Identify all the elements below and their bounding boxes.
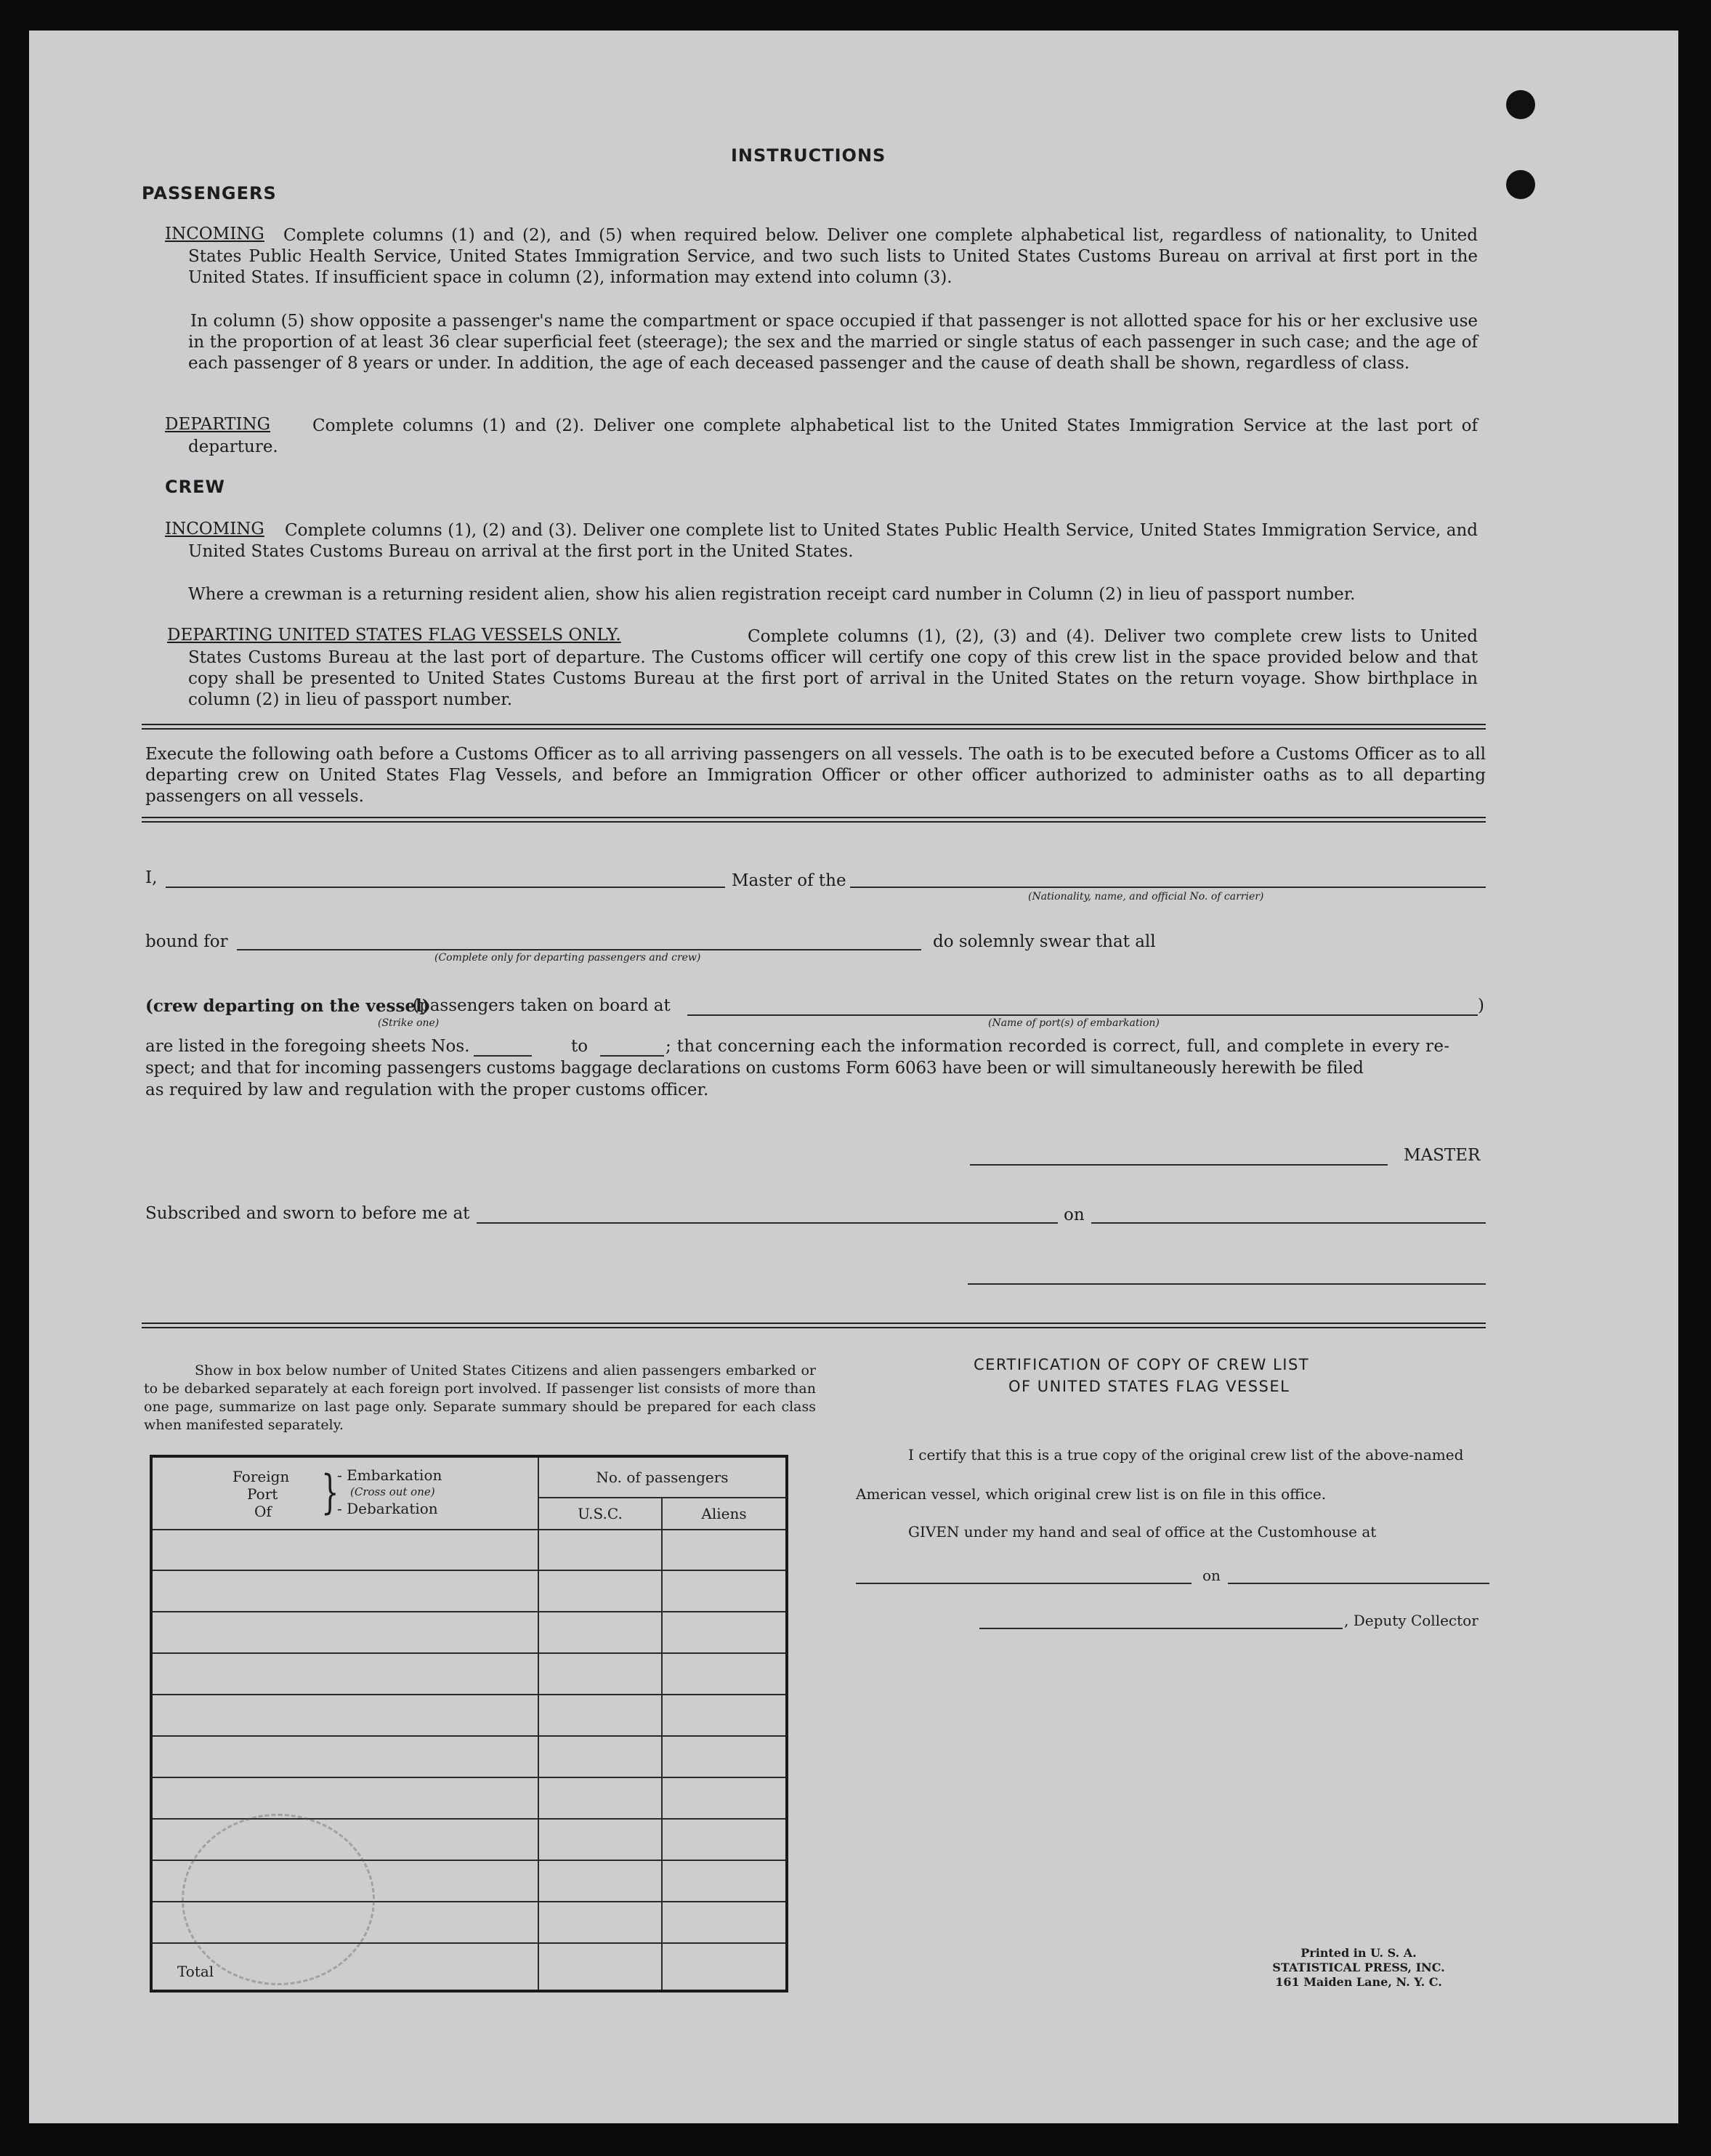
- crew-departing-body: Complete columns (1), (2), (3) and (4). Deliver two complete crew lists to United States Customs Bureau at the last port of departure. The Customs officer will certify one copy of this crew list in the space provided below and that copy shall be presented to United States Customs Bureau at the first port of arrival in the United States on the return voyage. Show birthplace in column (2) in lieu of passport number.: [188, 627, 1478, 709]
- summary-header-usc: [539, 1498, 663, 1530]
- certification-title-2: OF UNITED STATES FLAG VESSEL: [1008, 1378, 1290, 1395]
- master-name-field[interactable]: [166, 887, 725, 888]
- listed-d: as required by law and regulation with the proper customs officer.: [145, 1081, 709, 1099]
- crew-departing-label: DEPARTING UNITED STATES FLAG VESSELS ONLY.: [167, 626, 621, 645]
- of-label: Of: [254, 1503, 272, 1520]
- listed-a: are listed in the foregoing sheets Nos.: [145, 1037, 470, 1056]
- passengers-column5-text: [188, 311, 1478, 374]
- deputy-collector-label: , Deputy Collector: [1344, 1612, 1479, 1629]
- summary-table-frame: [150, 1455, 788, 1993]
- summary-instructions-body: Show in box below number of United States Citizens and alien passengers embarked or to be debarked separately at each foreign port involved. If passenger list consists of more than one page, summarize on last page only. Separate summary should be prepared for each class when manifested separately.: [144, 1362, 816, 1433]
- debarkation-label: - Debarkation: [337, 1500, 438, 1517]
- foreign-label: Foreign: [232, 1468, 290, 1485]
- passengers-heading: PASSENGERS: [142, 183, 277, 203]
- strike-one-caption: (Strike one): [378, 1017, 440, 1029]
- crew-resident-text: Where a crewman is a returning resident alien, show his alien registration receipt card number in Column (2) in lieu of passport number.: [188, 585, 1356, 604]
- summary-row[interactable]: [153, 1737, 785, 1778]
- punch-hole-top: [1506, 90, 1535, 119]
- passengers-departing-body: Complete columns (1) and (2). Deliver one complete alphabetical list to the United States Immigration Service at the last port of departure.: [188, 416, 1478, 456]
- passengers-taken-option[interactable]: (passengers taken on board at: [413, 996, 671, 1015]
- master-signature-field[interactable]: [970, 1164, 1388, 1166]
- subscribed-label: Subscribed and sworn to before me at: [145, 1204, 470, 1223]
- summary-row[interactable]: [153, 1530, 785, 1571]
- listed-b: ; that concerning each the information recorded is correct, full, and complete in every re-: [666, 1037, 1450, 1056]
- swear-label: do solemnly swear that all: [933, 932, 1156, 951]
- oath-intro-body: Execute the following oath before a Customs Officer as to all arriving passengers on all vessels. The oath is to be executed before a Customs Officer as to all departing crew on United States Flag Vessels, and before an Immigration Officer or other officer authorized to administer oaths as to all departing passengers on all vessels.: [145, 745, 1486, 806]
- crew-departing-text: [188, 626, 1478, 711]
- divider-3: [142, 1323, 1486, 1328]
- certification-line3: GIVEN under my hand and seal of office at the Customhouse at: [908, 1523, 1377, 1541]
- passengers-incoming-label: INCOMING: [165, 225, 264, 243]
- sheet-from-field[interactable]: [474, 1055, 532, 1057]
- customhouse-place-field[interactable]: [856, 1583, 1192, 1584]
- sworn-date-field[interactable]: [1091, 1222, 1486, 1224]
- summary-row[interactable]: [153, 1612, 785, 1654]
- passengers-incoming-body: Complete columns (1) and (2), and (5) when required below. Deliver one complete alphabetical list, regardless of nationality, to United States Public Health Service, United States Immigration Service, and two such lists to United States Customs Bureau on arrival at first port in the United States. If insufficient space in column (2), information may extend into column (3).: [188, 226, 1478, 287]
- certification-on: on: [1202, 1567, 1221, 1584]
- certification-line1: I certify that this is a true copy of the original crew list of the above-named: [908, 1446, 1464, 1463]
- column5-body: In column (5) show opposite a passenger's name the compartment or space occupied if that passenger is not allotted space for his or her exclusive use in the proportion of at least 36 clear superficial feet (steerage); the sex and the married or single status of each passenger in such case; and the age of each passenger of 8 years or under. In addition, the age of each deceased passenger and the cause of death shall be shown, regardless of class.: [188, 312, 1478, 373]
- crew-heading: CREW: [165, 477, 225, 497]
- form-sheet: [29, 31, 1678, 2123]
- crew-incoming-text: [188, 520, 1478, 562]
- crew-incoming-label: INCOMING: [165, 520, 264, 538]
- brace-icon: }: [321, 1466, 339, 1519]
- carrier-caption: (Nationality, name, and official No. of carrier): [1028, 891, 1264, 903]
- summary-header-aliens: [663, 1498, 785, 1530]
- total-label: Total: [177, 1963, 214, 1980]
- summary-header-foreign: [153, 1458, 539, 1530]
- aliens-label: Aliens: [701, 1505, 747, 1522]
- ports-caption: (Name of port(s) of embarkation): [988, 1017, 1160, 1029]
- bound-for-field[interactable]: [237, 949, 921, 950]
- certification-title-1: CERTIFICATION OF COPY OF CREW LIST: [974, 1356, 1310, 1373]
- carrier-field[interactable]: [850, 887, 1486, 888]
- oath-intro: [145, 744, 1486, 807]
- printer-imprint: [1264, 1946, 1453, 1990]
- summary-row[interactable]: [153, 1571, 785, 1612]
- listed-c: spect; and that for incoming passengers customs baggage declarations on customs Form 6063 have been or will simultaneously herewith be filed: [145, 1059, 1364, 1078]
- divider-1: [142, 724, 1486, 730]
- printer-line2: STATISTICAL PRESS, INC.: [1272, 1961, 1445, 1974]
- master-of-the-label: Master of the: [732, 871, 846, 890]
- oath-i-label: I,: [145, 868, 158, 887]
- no-of-passengers-label: No. of passengers: [596, 1469, 729, 1486]
- embarkation-label: - Embarkation: [337, 1466, 442, 1484]
- sheet-to-field[interactable]: [600, 1055, 664, 1057]
- ports-close-paren: ): [1478, 996, 1484, 1015]
- listed-to: to: [571, 1037, 588, 1056]
- summary-instructions: [144, 1362, 816, 1434]
- bound-for-caption: (Complete only for departing passengers and crew): [434, 952, 701, 964]
- sworn-place-field[interactable]: [477, 1222, 1058, 1224]
- punch-hole-bottom: [1506, 170, 1535, 199]
- cross-out-caption: (Cross out one): [350, 1485, 435, 1498]
- printer-line3: 161 Maiden Lane, N. Y. C.: [1275, 1975, 1442, 1989]
- passengers-departing-text: [188, 416, 1478, 458]
- printer-line1: Printed in U. S. A.: [1301, 1946, 1417, 1960]
- summary-row[interactable]: [153, 1778, 785, 1820]
- summary-row[interactable]: [153, 1695, 785, 1737]
- port-label: Port: [247, 1485, 278, 1503]
- divider-2: [142, 817, 1486, 823]
- crew-incoming-body: Complete columns (1), (2) and (3). Deliver one complete list to United States Public Health Service, United States Immigration Service, and United States Customs Bureau on arrival at the first port in the United States.: [188, 521, 1478, 561]
- certification-line2: American vessel, which original crew list is on file in this office.: [856, 1485, 1327, 1503]
- customhouse-date-field[interactable]: [1228, 1583, 1489, 1584]
- master-label: MASTER: [1404, 1146, 1481, 1165]
- subscribed-on: on: [1064, 1206, 1085, 1224]
- bound-for-label: bound for: [145, 932, 228, 951]
- summary-row[interactable]: [153, 1654, 785, 1695]
- passengers-incoming-text: [188, 225, 1478, 288]
- officer-signature-field[interactable]: [968, 1283, 1486, 1285]
- usc-label: U.S.C.: [578, 1505, 623, 1522]
- passengers-departing-label: DEPARTING: [165, 415, 271, 434]
- crew-departing-option[interactable]: (crew departing on the vessel): [145, 996, 430, 1016]
- page-title: INSTRUCTIONS: [731, 145, 886, 166]
- ports-field[interactable]: [687, 1014, 1478, 1016]
- summary-header-passengers: [539, 1458, 785, 1498]
- deputy-signature-field[interactable]: [979, 1628, 1343, 1629]
- seal-stamp: [182, 1814, 375, 1985]
